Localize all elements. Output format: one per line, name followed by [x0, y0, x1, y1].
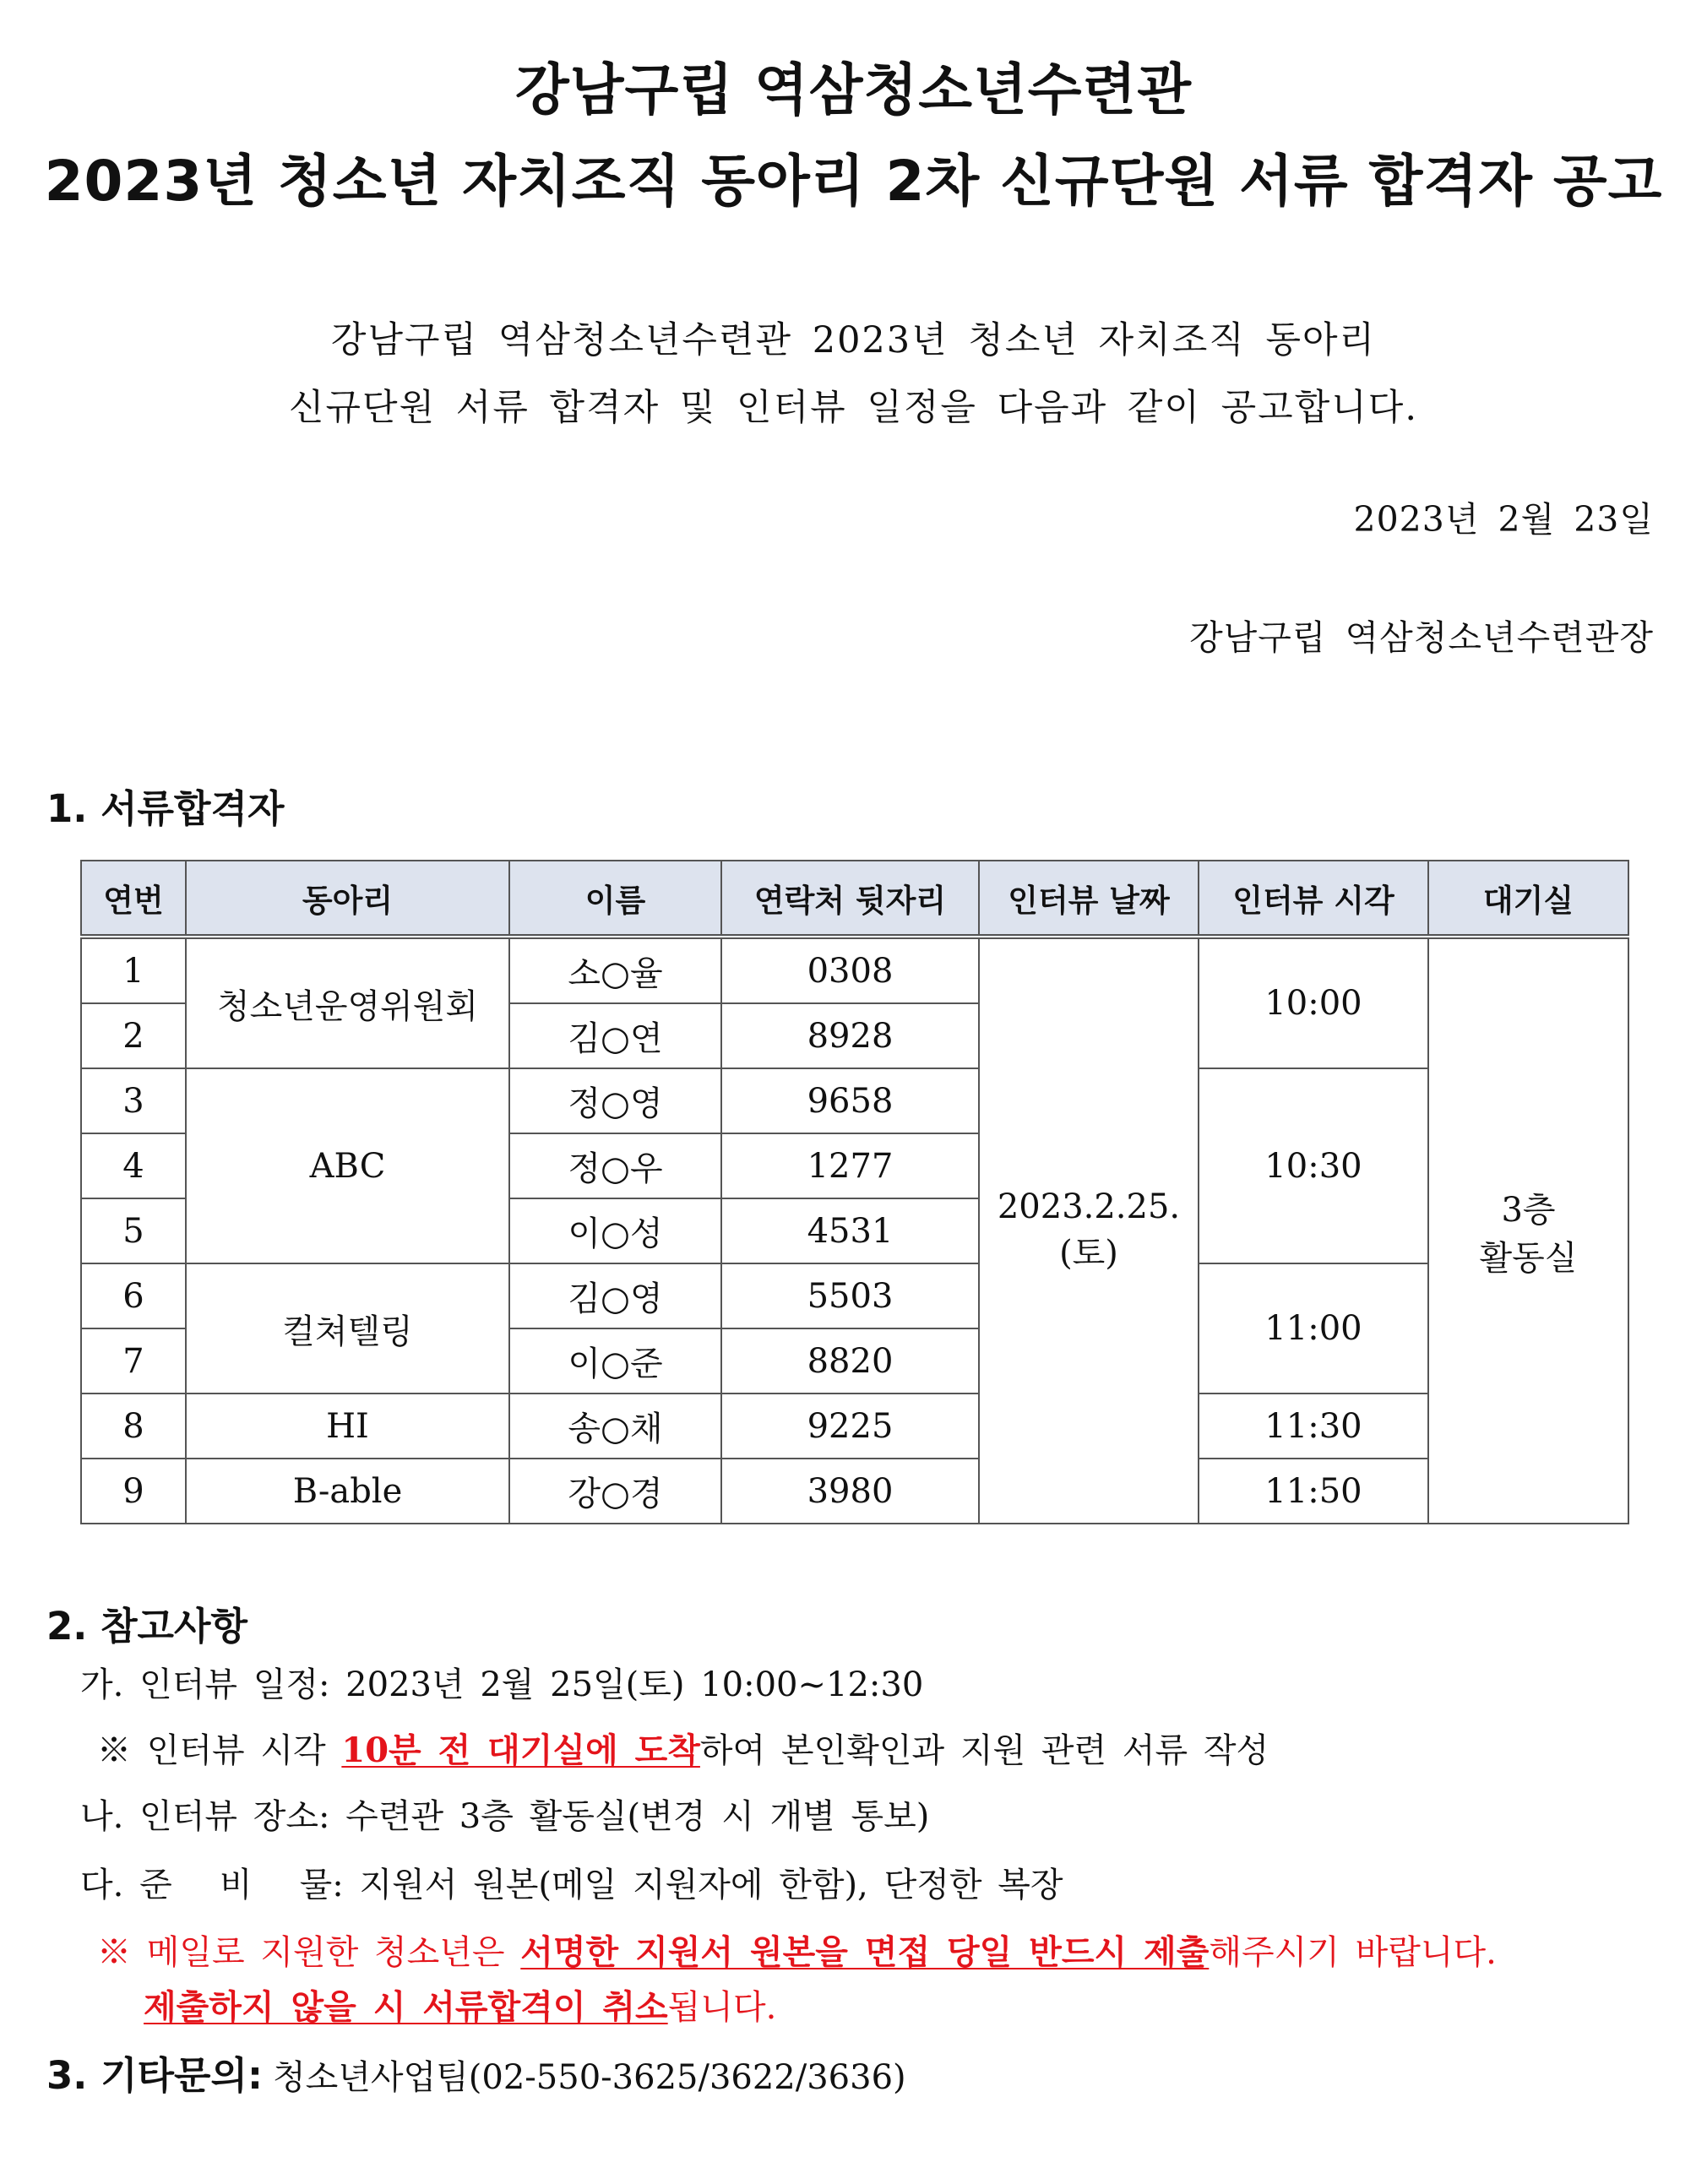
cell-name: 이○성 — [509, 1198, 721, 1263]
table-row — [81, 1459, 1628, 1524]
cell-no: 2 — [81, 1003, 186, 1068]
interview-date-line1: 2023.2.25. — [997, 1187, 1181, 1226]
cell-no: 5 — [81, 1198, 186, 1263]
col-header-name: 이름 — [509, 861, 721, 937]
section2-heading: 2. 참고사항 — [46, 1604, 247, 1649]
col-header-no: 연번 — [81, 861, 186, 937]
cell-phone: 0308 — [721, 937, 979, 1003]
intro-line1: 강남구립 역삼청소년수련관 2023년 청소년 자치조직 동아리 — [330, 319, 1377, 361]
note-ga: 가. 인터뷰 일정: 2023년 2월 25일(토) 10:00~12:30 — [80, 1665, 924, 1704]
cell-club: 청소년운영위원회 — [186, 937, 509, 1068]
cell-club: 컬쳐텔링 — [186, 1263, 509, 1394]
cell-no: 8 — [81, 1394, 186, 1459]
cell-name: 이○준 — [509, 1328, 721, 1394]
cell-time: 11:00 — [1199, 1263, 1428, 1394]
cell-no: 3 — [81, 1068, 186, 1133]
note-ga-sub — [97, 1730, 1269, 1772]
notice-title-line1: 강남구립 역삼청소년수련관 — [514, 57, 1193, 122]
cell-no: 7 — [81, 1328, 186, 1394]
intro-line2: 신규단원 서류 합격자 및 인터뷰 일정을 다음과 같이 공고합니다. — [288, 387, 1418, 429]
cell-no: 1 — [81, 937, 186, 1003]
interview-date-line2: (토) — [1059, 1234, 1118, 1273]
note-na: 나. 인터뷰 장소: 수련관 3층 활동실(변경 시 개별 통보) — [80, 1797, 930, 1836]
notice-title-line2: 2023년 청소년 자치조직 동아리 2차 신규단원 서류 합격자 공고 — [44, 149, 1663, 214]
cell-name: 정○영 — [509, 1068, 721, 1133]
note-ga-sub-suffix: 하여 본인확인과 지원 관련 서류 작성 — [699, 1731, 1269, 1770]
warning-suffix: 해주시기 바랍니다. — [1209, 1933, 1497, 1972]
room-line1: 3층 — [1501, 1190, 1556, 1230]
cell-no: 6 — [81, 1263, 186, 1328]
cell-name: 김○영 — [509, 1263, 721, 1328]
section3 — [46, 2052, 906, 2101]
col-header-interview-date: 인터뷰 날짜 — [979, 861, 1199, 937]
cell-no: 9 — [81, 1459, 186, 1524]
issuer: 강남구립 역삼청소년수련관장 — [1189, 617, 1654, 658]
section3-heading: 3. 기타문의: — [46, 2053, 263, 2098]
warning-line2-emphasis: 제출하지 않을 시 서류합격이 취소 — [144, 1987, 668, 2027]
cell-no: 4 — [81, 1133, 186, 1198]
note-ga-sub-prefix: ※ 인터뷰 시각 — [97, 1731, 342, 1770]
cell-club: ABC — [186, 1068, 509, 1263]
room-line2: 활동실 — [1479, 1238, 1578, 1278]
cell-club: HI — [186, 1394, 509, 1459]
warning-line2-suffix: 됩니다. — [667, 1988, 777, 2027]
cell-name: 김○연 — [509, 1003, 721, 1068]
cell-time: 11:50 — [1199, 1459, 1428, 1524]
col-header-interview-time: 인터뷰 시각 — [1199, 861, 1428, 937]
table-row — [81, 1068, 1628, 1133]
warning-prefix: ※ 메일로 지원한 청소년은 — [97, 1933, 521, 1972]
cell-name: 송○채 — [509, 1394, 721, 1459]
cell-time: 10:00 — [1199, 937, 1428, 1068]
section1-heading: 1. 서류합격자 — [46, 786, 285, 831]
cell-phone: 4531 — [721, 1198, 979, 1263]
cell-phone: 8928 — [721, 1003, 979, 1068]
section3-contact: 청소년사업팀(02-550-3625/3622/3636) — [272, 2058, 906, 2097]
warning-line2 — [144, 1986, 776, 2029]
cell-club: B-able — [186, 1459, 509, 1524]
cell-phone: 1277 — [721, 1133, 979, 1198]
cell-phone: 9225 — [721, 1394, 979, 1459]
table-row — [81, 1394, 1628, 1459]
table-header-row — [81, 861, 1628, 937]
warning-line1 — [97, 1931, 1497, 1974]
cell-name: 강○경 — [509, 1459, 721, 1524]
cell-name: 소○율 — [509, 937, 721, 1003]
warning-emphasis: 서명한 지원서 원본을 면접 당일 반드시 제출 — [520, 1932, 1210, 1972]
cell-phone: 8820 — [721, 1328, 979, 1394]
cell-time: 10:30 — [1199, 1068, 1428, 1263]
note-da: 다. 준 비 물: 지원서 원본(메일 지원자에 한함), 단정한 복장 — [80, 1866, 1063, 1904]
cell-interview-date — [979, 937, 1199, 1524]
cell-phone: 5503 — [721, 1263, 979, 1328]
cell-phone: 3980 — [721, 1459, 979, 1524]
applicant-table — [80, 860, 1629, 1524]
notice-date: 2023년 2월 23일 — [1353, 499, 1654, 540]
table-row — [81, 1263, 1628, 1328]
cell-waiting-room — [1428, 937, 1628, 1524]
col-header-phone: 연락처 뒷자리 — [721, 861, 979, 937]
note-ga-sub-emphasis: 10분 전 대기실에 도착 — [341, 1730, 700, 1770]
cell-name: 정○우 — [509, 1133, 721, 1198]
table-row — [81, 937, 1628, 1003]
cell-time: 11:30 — [1199, 1394, 1428, 1459]
col-header-club: 동아리 — [186, 861, 509, 937]
cell-phone: 9658 — [721, 1068, 979, 1133]
col-header-waiting-room: 대기실 — [1428, 861, 1628, 937]
